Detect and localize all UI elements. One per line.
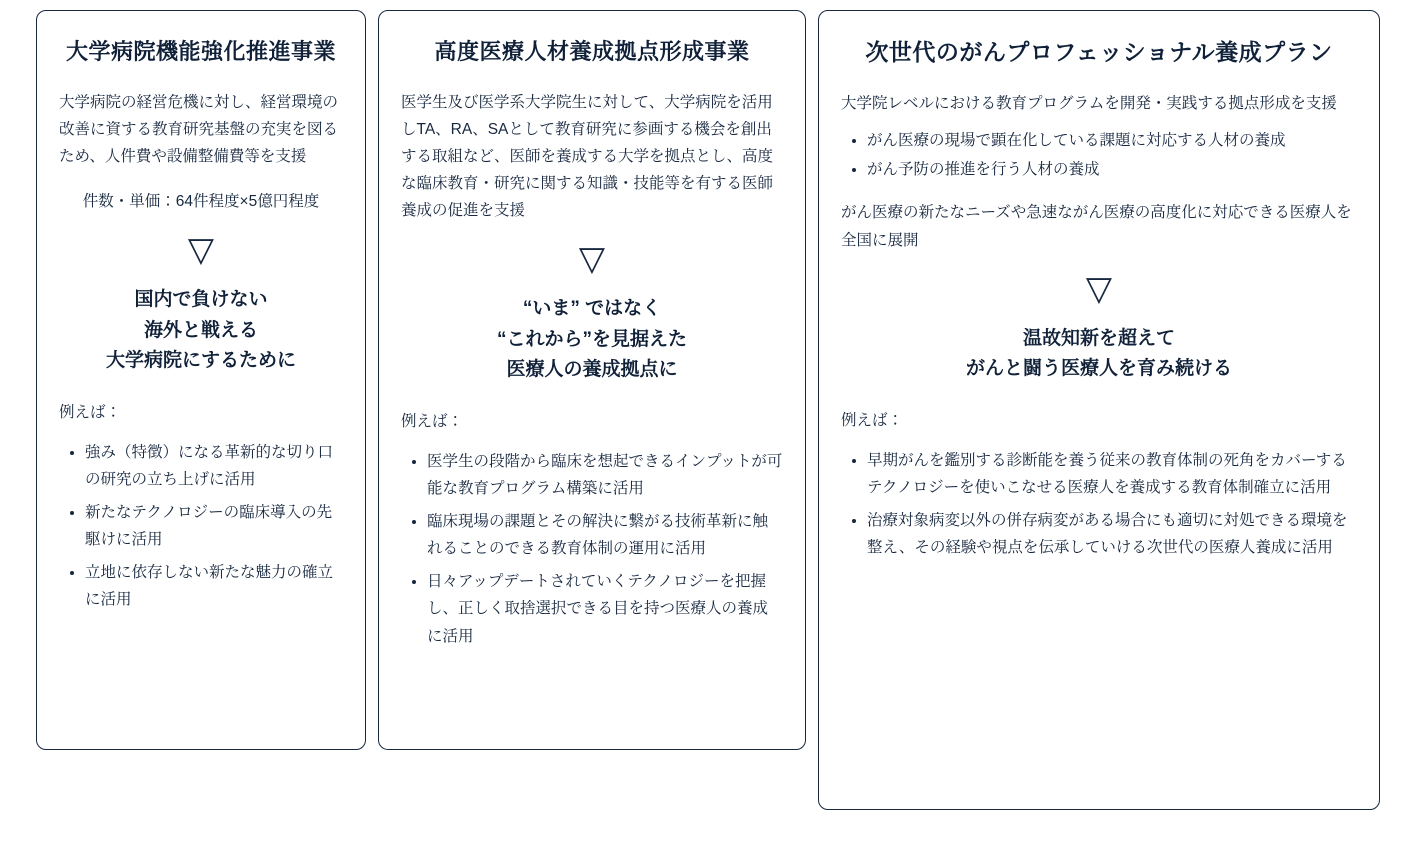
card-title: 次世代のがんプロフェッショナル養成プラン: [865, 39, 1333, 65]
down-triangle-icon: ▽: [578, 239, 606, 280]
headline-line: 国内で負けない: [134, 289, 268, 311]
list-item: • 日々アップデートされていくテクノロジーを把握し、正しく取捨選択できる目を持つ医療人の養成に活用: [427, 568, 783, 649]
headline-line: “これから”を見据えた: [496, 328, 687, 350]
headline-line: がんと闘う医療人を育み続ける: [965, 358, 1232, 380]
example-label: 例えば：: [59, 404, 122, 422]
list-item: • 立地に依存しない新たな魅力の確立に活用: [85, 559, 343, 613]
card-headline: [401, 294, 783, 385]
list-item: • がん予防の推進を行う人材の養成: [867, 156, 1357, 183]
example-list: [841, 447, 1357, 562]
card-title: 高度医療人材養成拠点形成事業: [434, 39, 750, 64]
card-headline: [841, 324, 1357, 385]
example-label: 例えば：: [401, 413, 464, 431]
list-item: • 医学生の段階から臨床を想起できるインプットが可能な教育プログラム構築に活用: [427, 448, 783, 502]
program-card-cancer-professional: [818, 10, 1380, 810]
headline-line: 海外と戦える: [143, 319, 258, 341]
program-card-advanced-medical-talent: [378, 10, 806, 750]
list-item: • 新たなテクノロジーの臨床導入の先駆けに活用: [85, 499, 343, 553]
example-label: 例えば：: [841, 412, 904, 430]
program-card-university-hospital: [36, 10, 366, 750]
down-triangle-icon: ▽: [187, 230, 215, 271]
card-intro-text: 医学生及び医学系大学院生に対して、大学病院を活用しTA、RA、SAとして教育研究に参画する機会を創出する取組など、医師を養成する大学を拠点とし、高度な臨床教育・研究に関する知識・技能等を有する医師養成の促進を支援: [401, 93, 774, 220]
list-item: • 治療対象病変以外の併存病変がある場合にも適切に対処できる環境を整え、その経験や視点を伝承していける次世代の医療人養成に活用: [867, 507, 1357, 561]
example-list: [401, 448, 783, 650]
card-intro-text: 大学病院の経営危機に対し、経営環境の改善に資する教育研究基盤の充実を図るため、人件費や設備整備費等を支援: [59, 93, 339, 165]
example-list: [59, 439, 343, 614]
list-item: • 強み（特徴）になる革新的な切り口の研究の立ち上げに活用: [85, 439, 343, 493]
list-item: • 臨床現場の課題とその解決に繋がる技術革新に触れることのできる教育体制の運用に活用: [427, 508, 783, 562]
headline-line: 温故知新を超えて: [1022, 327, 1175, 349]
down-triangle-icon: ▽: [1085, 268, 1113, 309]
headline-line: “いま” ではなく: [522, 298, 662, 320]
headline-line: 医療人の養成拠点に: [506, 359, 678, 381]
list-item: • 早期がんを鑑別する診断能を養う従来の教育体制の死角をカバーするテクノロジーを使いこなせる医療人を養成する教育体制確立に活用: [867, 447, 1357, 501]
card-note-text: 件数・単価：64件程度×5億円程度: [82, 193, 320, 211]
objective-list: [841, 127, 1357, 183]
headline-line: 大学病院にするために: [105, 349, 296, 371]
card-intro-text: 大学院レベルにおける教育プログラムを開発・実践する拠点形成を支援: [841, 95, 1337, 113]
card-headline: [59, 285, 343, 376]
card-secondary-text: がん医療の新たなニーズや急速ながん医療の高度化に対応できる医療人を全国に展開: [841, 204, 1352, 249]
list-item: • がん医療の現場で顕在化している課題に対応する人材の養成: [867, 127, 1357, 154]
card-title: 大学病院機能強化推進事業: [65, 39, 336, 64]
